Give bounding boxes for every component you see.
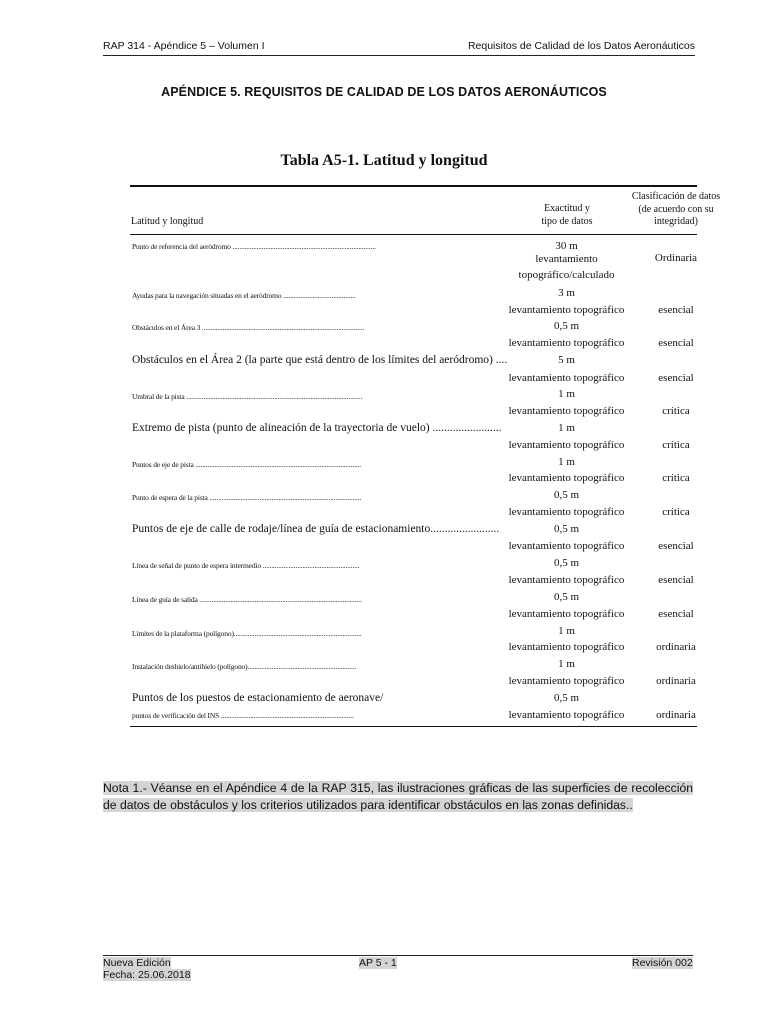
note-text: Nota 1.- Véanse en el Apéndice 4 de la RAP 315, las ilustraciones gráficas de las superficies de recolección de datos de obstáculos y los criterios utilizados para identificar obstáculos en las zonas definidas.. bbox=[103, 781, 693, 812]
table-row-label: Línea de guía de salida .............................................................................................. bbox=[132, 595, 362, 604]
table-title: Tabla A5-1. Latitud y longitud bbox=[280, 152, 488, 169]
table-row-label: Ayudas para la navegación situadas en el aeródromo .......................................... bbox=[132, 291, 356, 300]
table-row-label: Extremo de pista (punto de alineación de la trayectoria de vuelo) ........................ bbox=[132, 422, 502, 434]
table-row-type: levantamiento topográfico bbox=[508, 709, 625, 721]
table-row-accuracy: 30 m bbox=[555, 240, 578, 252]
table-row-type: levantamiento topográfico bbox=[508, 405, 625, 417]
table-row-classification: esencial bbox=[658, 608, 694, 620]
table-row-classification: esencial bbox=[658, 337, 694, 349]
table-row-label: Puntos de los puestos de estacionamiento de aeronave/ bbox=[132, 692, 384, 704]
table-row-label: Umbral de la pista ...................................................................................................... bbox=[132, 392, 363, 401]
col-header-accuracy: Exactitud y tipo de datos bbox=[541, 203, 593, 227]
table-row-classification: ordinaria bbox=[656, 641, 696, 653]
table-row-label: Punto de referencia del aeródromo ................................................................................... bbox=[132, 242, 376, 251]
table-row-type: levantamiento topográfico bbox=[508, 472, 625, 484]
table-row-classification: crítica bbox=[662, 472, 690, 484]
table-row-label: Línea de señal de punto de espera intermedio ........................................................ bbox=[132, 561, 360, 570]
table-row-label-cont: puntos de verificación del INS ............................................................................. bbox=[132, 711, 354, 720]
table-header-rule bbox=[130, 234, 697, 235]
table-row-label: Obstáculos en el Área 2 (la parte que está dentro de los límites del aeródromo) .... bbox=[132, 354, 508, 366]
table-row-accuracy: 0,5 m bbox=[553, 591, 580, 603]
table-row-accuracy: 1 m bbox=[558, 456, 575, 468]
table-row-classification: crítica bbox=[662, 506, 690, 518]
table-row-type: levantamiento topográfico bbox=[508, 540, 625, 552]
table-row-classification: esencial bbox=[658, 540, 694, 552]
table-row-type: levantamiento topográfico bbox=[508, 574, 625, 586]
table-row-accuracy: 0,5 m bbox=[553, 320, 580, 332]
table-row-classification: esencial bbox=[658, 574, 694, 586]
table-row-classification: Ordinaria bbox=[654, 252, 698, 264]
header-left: RAP 314 - Apéndice 5 – Volumen I bbox=[103, 40, 265, 52]
footer-center bbox=[359, 957, 397, 969]
table-row-type: levantamiento topográfico bbox=[508, 337, 625, 349]
footer-date: Fecha: 25.06.2018 bbox=[103, 969, 191, 981]
table-row-accuracy: 1 m bbox=[558, 658, 575, 670]
table-row-accuracy: 1 m bbox=[558, 625, 575, 637]
footer-left bbox=[103, 957, 191, 981]
table-row-label: Instalación deshielo/antihielo (polígono)............................................................... bbox=[132, 662, 357, 671]
table-row-type: levantamiento topográfico bbox=[508, 641, 625, 653]
table-row-type: levantamiento topográfico bbox=[508, 304, 625, 316]
table-row-label: Puntos de eje de calle de rodaje/línea de guía de estacionamiento........................ bbox=[132, 523, 500, 535]
table-row-accuracy: 5 m bbox=[558, 354, 575, 366]
table-top-rule bbox=[130, 185, 697, 187]
header-right: Requisitos de Calidad de los Datos Aeronáuticos bbox=[467, 40, 695, 52]
footer-right bbox=[632, 957, 693, 969]
running-header bbox=[103, 40, 695, 52]
table-row-classification: esencial bbox=[658, 372, 694, 384]
table-row-type: levantamiento bbox=[535, 253, 598, 265]
table-row-type: levantamiento topográfico bbox=[508, 675, 625, 687]
footer-edition: Nueva Edición bbox=[103, 957, 171, 969]
table-row-classification: crítica bbox=[662, 439, 690, 451]
header-rule bbox=[103, 55, 695, 56]
table-bottom-rule bbox=[130, 726, 697, 727]
table-row-accuracy: 0,5 m bbox=[553, 523, 580, 535]
table-row-classification: ordinaria bbox=[656, 675, 696, 687]
table-row-accuracy: 1 m bbox=[558, 388, 575, 400]
table-row-accuracy: 0,5 m bbox=[553, 557, 580, 569]
table-row-label: Límites de la plataforma (polígono).......................................................................... bbox=[132, 629, 362, 638]
table-row-label: Punto de espera de la pista ........................................................................................ bbox=[132, 493, 362, 502]
table-row-type: levantamiento topográfico bbox=[508, 506, 625, 518]
footer-rule bbox=[103, 955, 693, 956]
table-row-classification: crítica bbox=[662, 405, 690, 417]
table-row-type-cont: topográfico/calculado bbox=[518, 269, 615, 281]
table-row-type: levantamiento topográfico bbox=[508, 372, 625, 384]
table-row-label: Puntos de eje de pista ................................................................................................ bbox=[132, 460, 362, 469]
table-row-classification: ordinaria bbox=[656, 709, 696, 721]
table-row-label: Obstáculos en el Área 3 .............................................................................................. bbox=[132, 323, 365, 332]
col-header-classification: Clasificación de datos (de acuerdo con su integridad) bbox=[631, 191, 721, 227]
table-row-accuracy: 3 m bbox=[558, 287, 575, 299]
table-row-classification: esencial bbox=[658, 304, 694, 316]
col-header-latlon: Latitud y longitud bbox=[131, 216, 204, 227]
table-row-accuracy: 0,5 m bbox=[553, 692, 580, 704]
table-row-type: levantamiento topográfico bbox=[508, 439, 625, 451]
footer-revision: Revisión 002 bbox=[632, 957, 693, 969]
document-title: APÉNDICE 5. REQUISITOS DE CALIDAD DE LOS DATOS AERONÁUTICOS bbox=[161, 85, 607, 99]
note-paragraph bbox=[103, 780, 693, 813]
table-row-type: levantamiento topográfico bbox=[508, 608, 625, 620]
table-row-accuracy: 1 m bbox=[558, 422, 575, 434]
table-row-accuracy: 0,5 m bbox=[553, 489, 580, 501]
footer-page-number: AP 5 - 1 bbox=[359, 957, 397, 969]
